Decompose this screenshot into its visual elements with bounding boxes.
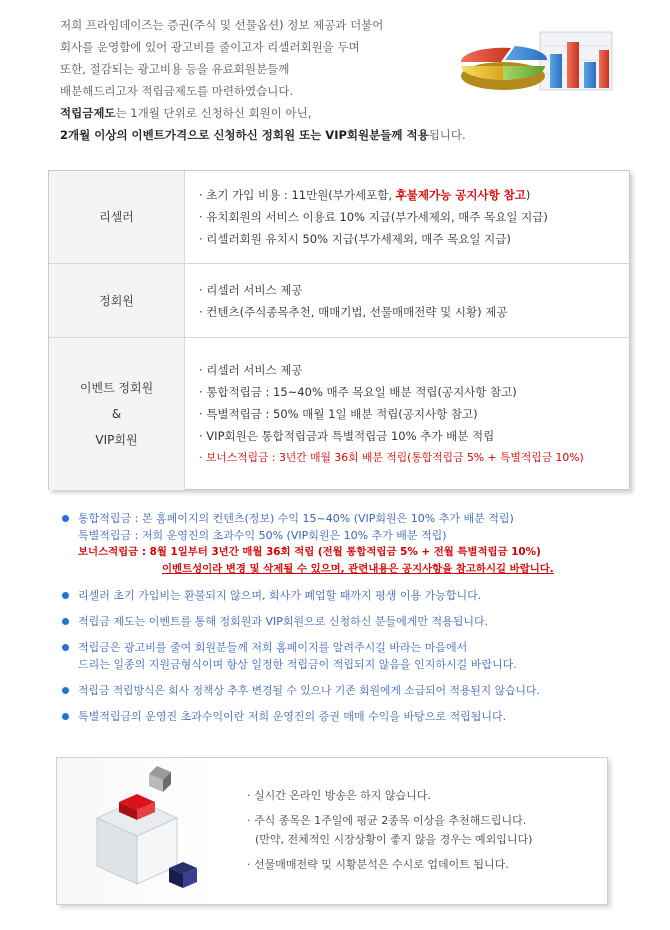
bullet-icon — [62, 618, 69, 625]
row-item: · 보너스적립금 : 3년간 매월 36회 배분 적립(통합적립금 5% + 특별적립금 10%) — [199, 451, 584, 464]
note-text: 적립금 제도는 이벤트를 통해 정회원과 VIP회원으로 신청하신 분들에게만 적용됩니다. — [78, 615, 489, 628]
row-label — [49, 264, 185, 337]
row-item: · VIP회원은 통합적립금과 특별적립금 10% 추가 배분 적립 — [199, 429, 495, 443]
list-item — [62, 639, 632, 673]
list-item — [62, 708, 632, 725]
row-content — [199, 338, 619, 490]
intro-strong: 적립금제도 — [60, 106, 116, 120]
row-content — [199, 264, 619, 337]
note-text: 특별적립금의 운영진 초과수익이란 저희 운영진의 증권 매매 수익을 바탕으로 적립됩니다. — [78, 710, 507, 723]
list-item — [62, 682, 632, 699]
highlight-text: 후불제가능 공지사항 참고 — [395, 188, 526, 202]
note-text: 이벤트성이라 변경 및 삭제될 수 있으며, 관련내용은 공지사항을 참고하시길 바랍니다. — [162, 563, 554, 575]
row-item — [199, 184, 619, 206]
info-item-text: · 주식 종목은 1주일에 평균 2종목 이상을 추천해드립니다. — [247, 814, 527, 827]
row-content — [199, 171, 619, 263]
intro-text — [60, 14, 500, 146]
row-label-text: VIP회원 — [95, 433, 138, 447]
bullet-icon — [62, 644, 69, 651]
bullet-icon — [62, 515, 69, 522]
info-item-text: (만약, 전체적인 시장상황이 좋지 않을 경우는 예외입니다) — [255, 833, 533, 846]
table-row-event-vip — [49, 337, 629, 490]
row-item: · 특별적립금 : 50% 매월 1일 배분 적립(공지사항 참고) — [199, 407, 478, 421]
row-label-text: 정회원 — [99, 293, 134, 308]
row-item-text: ) — [525, 188, 531, 202]
note-text: 통합적립금 : 본 홈페이지의 컨텐츠(정보) 수익 15~40% (VIP회원은 10% 추가 배분 적립) — [78, 512, 514, 525]
chart-illustration-icon — [455, 24, 620, 99]
list-item — [62, 613, 632, 630]
table-row-reseller — [49, 171, 629, 263]
membership-table — [48, 170, 630, 490]
intro-line: 또한, 절감되는 광고비용 등을 유료회원분들께 — [60, 62, 290, 76]
row-label-text: 리셀러 — [99, 210, 134, 224]
bullet-icon — [62, 687, 69, 694]
note-text: 적립금 적립방식은 회사 정책상 추후 변경될 수 있으나 기존 회원에게 소급되어 적용된지 않습니다. — [78, 684, 540, 697]
intro-line: 회사를 운영함에 있어 광고비를 줄이고자 리셀러회원을 두며 — [60, 40, 360, 54]
row-label-text: & — [111, 407, 122, 421]
intro-line — [60, 102, 500, 124]
cube-illustration-icon — [57, 758, 217, 904]
row-item: · 리셀러 서비스 제공 — [199, 282, 303, 297]
bullet-icon — [62, 713, 69, 720]
info-item: · 선물매매전략 및 시황분석은 수시로 업데이트 됩니다. — [247, 858, 509, 871]
row-item: · 컨텐츠(주식종목추천, 매매기법, 선물매매전략 및 시황) 제공 — [199, 304, 508, 319]
bullet-icon — [62, 592, 69, 599]
note-text: 적립금은 광고비를 줄여 회원분들께 저희 홈페이지를 알려주시길 바라는 마음에서 — [78, 641, 468, 654]
intro-rest: 됩니다. — [428, 128, 466, 142]
row-item-text: · 초기 가입 비용 : 11만원(부가세포함, — [199, 188, 396, 202]
row-label-text: 이벤트 정회원 — [79, 381, 154, 395]
row-item: · 리셀러 서비스 제공 — [199, 363, 303, 377]
row-item: · 유치회원의 서비스 이용료 10% 지급(부가세제외, 매주 목요일 지급) — [199, 210, 548, 224]
table-row-regular — [49, 263, 629, 337]
info-item — [247, 811, 532, 849]
intro-line: 저희 프라임데이즈는 증권(주식 및 선물옵션) 정보 제공과 더불어 — [60, 18, 384, 32]
list-item — [62, 510, 632, 578]
intro-rest: 는 1개월 단위로 신청하신 회원이 아닌, — [115, 106, 312, 120]
list-item — [62, 587, 632, 604]
row-item: · 리셀러회원 유치시 50% 지급(부가세제외, 매주 목요일 지급) — [199, 232, 511, 246]
note-text: 리셀러 초기 가입비는 환불되지 않으며, 회사가 폐업할 때까지 평생 이용 가능합니다. — [78, 589, 482, 602]
intro-strong: 2개월 이상의 이벤트가격으로 신청하신 정회원 또는 VIP회원분들께 적용 — [60, 128, 429, 142]
info-item: · 실시간 온라인 방송은 하지 않습니다. — [247, 789, 431, 802]
info-box — [56, 757, 608, 905]
row-item: · 통합적립금 : 15~40% 매주 목요일 배분 적립(공지사항 참고) — [199, 385, 517, 399]
note-text: 드리는 일종의 지원금형식이며 항상 일정한 적립금이 적립되지 않음을 인지하시길 바랍니다. — [78, 658, 517, 671]
row-label — [49, 338, 185, 490]
intro-line: 배분해드리고자 적립금제도를 마련하였습니다. — [60, 84, 294, 98]
info-list — [247, 786, 532, 880]
row-label — [49, 171, 185, 263]
note-text: 특별적립금 : 저희 운영진의 초과수익 50% (VIP회원은 10% 추가 배분 적립) — [78, 529, 447, 542]
note-text: 보너스적립금 : 8월 1일부터 3년간 매월 36회 적립 (전월 통합적립금 5% + 전월 특별적립금 10%) — [78, 546, 541, 558]
notes-list — [62, 510, 632, 734]
intro-line — [60, 124, 500, 146]
